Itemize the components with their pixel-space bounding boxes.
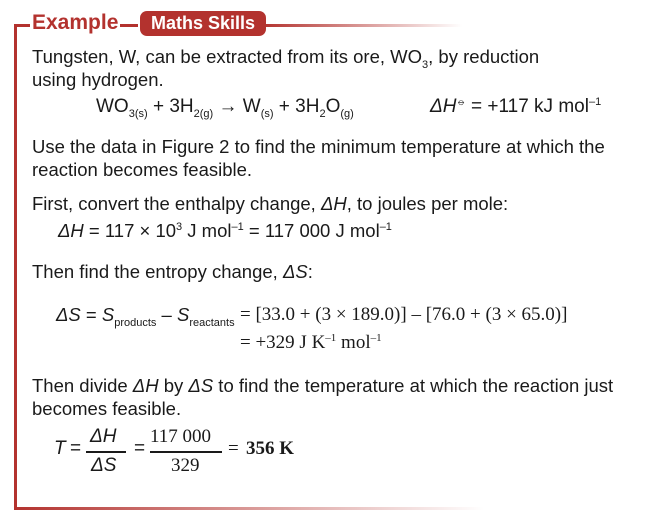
step3-line-1: Then divide ΔH by ΔS to find the temperature at which the reaction just <box>32 375 614 396</box>
fraction2-denominator: 329 <box>171 455 200 476</box>
intro-line-1: Tungsten, W, can be extracted from its ore, $WO_3$, by reduction <box>32 46 540 71</box>
equals-sign-2: = <box>134 438 146 459</box>
step2-text: Then find the entropy change, ΔS: <box>32 261 313 282</box>
intro-line-2: using hydrogen. <box>32 69 164 90</box>
step3-line-2: becomes feasible. <box>32 398 182 419</box>
fraction1-bar <box>86 451 126 453</box>
header-rule-right <box>262 24 462 27</box>
instruction-line-1: Use the data in Figure 2 to find the minimum temperature at which the <box>32 136 605 157</box>
frame-bottom-rule <box>14 507 484 510</box>
maths-skills-badge: Maths Skills <box>140 11 266 36</box>
equals-sign-1: = <box>70 438 82 459</box>
instruction-line-2: reaction becomes feasible. <box>32 159 253 180</box>
step1-text: First, convert the enthalpy change, ΔH, to joules per mole: <box>32 193 509 214</box>
enthalpy-value: ΔH⦵ = +117 kJ mol$^{-1}$ <box>430 96 602 117</box>
temperature-result: 356 K <box>246 438 295 459</box>
fraction1-denominator: ΔS <box>91 455 117 476</box>
fraction2-bar <box>150 451 222 453</box>
frame-top-rule <box>14 24 30 27</box>
entropy-result: = +329 J $K^{-1}$ mol$^{-1}$ <box>240 332 382 353</box>
entropy-definition: $\Delta S = S_{products} - S_{reactants}$ <box>56 304 235 329</box>
step1-equation: $\Delta H = 117 \times 10^3$ J mol$^{-1}$ = 117 000 J mol$^{-1}$ <box>58 220 392 241</box>
fraction2-numerator: 117 000 <box>150 426 212 447</box>
fraction1-numerator: ΔH <box>90 426 117 447</box>
reaction-equation: $WO_{3(s)} + 3H_{2(g)} \to W_{(s)} + 3H_2O_{(g)}$ <box>96 96 354 120</box>
example-heading: Example <box>32 11 119 34</box>
temperature-symbol: T <box>54 438 66 459</box>
frame-left-rule <box>14 24 17 510</box>
entropy-calculation: = [33.0 + (3 × 189.0)] – [76.0 + (3 × 65.0)] <box>240 304 568 325</box>
equals-sign-3: = <box>228 438 239 459</box>
